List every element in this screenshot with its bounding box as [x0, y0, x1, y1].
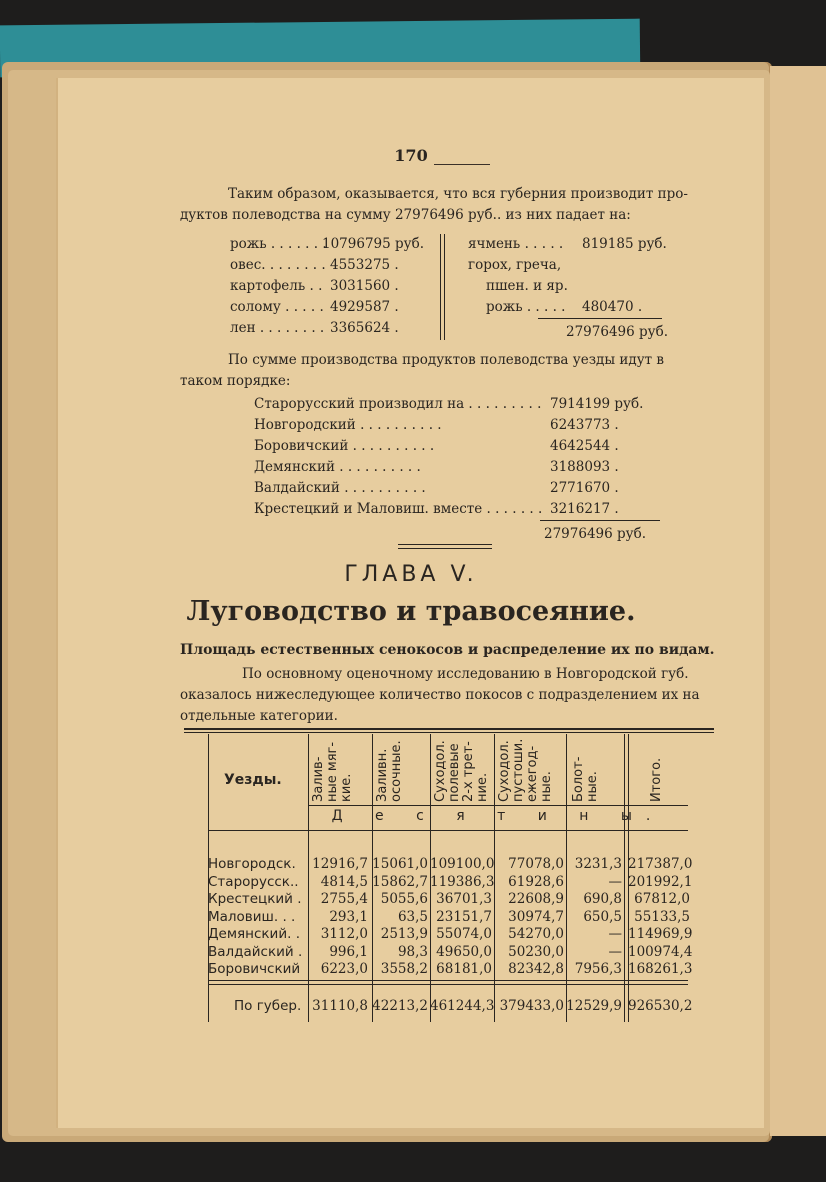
row-header: Уезды. — [224, 772, 282, 788]
divider-rule-top — [398, 544, 492, 545]
crop-label: ячмень . . . . . — [468, 236, 564, 252]
chapter-heading: ГЛАВА V. — [344, 562, 478, 587]
table-cell: 22608,9 — [508, 891, 564, 907]
table-row-name: Крестецкий . — [208, 891, 302, 907]
crop-value: 819185 руб. — [582, 236, 667, 252]
table-cell: 55133,5 — [634, 908, 690, 925]
table-cell: 201992,1 — [628, 873, 693, 890]
col-header: Суходол. полевые 2-х трет- ние. — [433, 740, 490, 802]
total-cell: 31110,8 — [312, 998, 368, 1014]
table-cell: 4814,5 — [320, 873, 368, 890]
total-cell: 461244,3 — [430, 998, 495, 1014]
table-cell: — — [608, 873, 622, 890]
intro-line-1: Таким образом, оказывается, что вся губерния производит про- — [228, 186, 688, 202]
section-text-line-3: отдельные категории. — [180, 708, 338, 724]
crop-label: рожь . . . . . — [486, 299, 566, 315]
uezd-order-label: Демянский . . . . . . . . . . — [254, 459, 421, 475]
table-cell: 690,8 — [583, 891, 622, 907]
chapter-title: Луговодство и травосеяние. — [186, 596, 636, 627]
order-sum-line — [540, 520, 660, 521]
table-cell: 30974,7 — [508, 908, 564, 925]
table-cell: 650,5 — [583, 908, 622, 925]
table-cell: 61928,6 — [508, 873, 564, 890]
table-cell: — — [608, 943, 622, 960]
table-cell: 5055,6 — [380, 891, 428, 907]
section-text-line-1: По основному оценочному исследованию в Новгородской губ. — [242, 666, 689, 682]
crop-value: 10796795 руб. — [322, 236, 425, 252]
table-cell: 7956,3 — [574, 961, 622, 977]
uezd-order-label: Валдайский . . . . . . . . . . — [254, 480, 426, 496]
table-cell: 15061,0 — [372, 856, 428, 872]
uezd-order-value: 6243773 . — [550, 417, 619, 433]
crop-value: 3031560 . — [330, 278, 399, 294]
intro-line-2: дуктов полеводства на сумму 27976496 руб.. из них падает на: — [180, 207, 631, 223]
col-header: Залив- ные мяг- кие. — [311, 741, 354, 802]
col-header: Суходол. пустоши. ежегод- ные. — [497, 738, 554, 802]
total-cell: 12529,9 — [566, 998, 622, 1014]
header-rule — [308, 805, 688, 806]
total-cell: 42213,2 — [372, 998, 428, 1014]
table-top-rule-thin — [184, 732, 714, 733]
table-cell: 68181,0 — [436, 961, 492, 977]
crops-divider-right — [444, 234, 445, 340]
uezd-order-value: 3216217 . — [550, 501, 619, 517]
table-row-name: Демянский. . — [208, 926, 300, 942]
total-rule-double — [208, 984, 688, 985]
table-cell: 996,1 — [329, 943, 368, 960]
table-cell: 49650,0 — [436, 943, 492, 960]
table-row-name: Маловиш. . . — [208, 908, 296, 925]
total-cell: 379433,0 — [499, 998, 564, 1014]
table-cell: 55074,0 — [436, 926, 492, 942]
page-number-underline — [434, 164, 490, 165]
table-cell: 168261,3 — [628, 961, 693, 977]
table-row-name: Боровичский — [208, 961, 301, 977]
table-cell: 77078,0 — [508, 856, 564, 872]
crop-label: горох, греча, — [468, 257, 562, 273]
page-number: 170 — [394, 146, 428, 165]
col-header: Заливн. осочные. — [375, 740, 404, 802]
table-cell: 3231,3 — [574, 856, 622, 872]
crop-label: лен . . . . . . . . — [230, 320, 325, 336]
crop-value: 4553275 . — [330, 257, 399, 273]
table-cell: 109100,0 — [430, 856, 495, 872]
uezd-order-label: Старорусский производил на . . . . . . . . . — [254, 396, 542, 412]
table-cell: 3112,0 — [320, 926, 368, 942]
crop-label: солому . . . . . — [230, 299, 324, 315]
table-cell: 114969,9 — [628, 926, 693, 942]
uezd-order-value: 3188093 . — [550, 459, 619, 475]
book-page — [58, 78, 764, 1128]
facing-page-edge — [770, 66, 826, 1136]
order-intro-line-1: По сумме производства продуктов полеводства уезды идут в — [228, 352, 665, 368]
order-intro-line-2: таком порядке: — [180, 373, 291, 389]
uezd-order-label: Новгородский . . . . . . . . . . — [254, 417, 442, 433]
crop-label: овес. . . . . . . . — [230, 257, 326, 273]
uezd-order-label: Крестецкий и Маловиш. вместе . . . . . . . — [254, 501, 543, 517]
uezd-order-value: 2771670 . — [550, 480, 619, 496]
table-cell: 3558,2 — [380, 961, 428, 977]
crop-label: рожь . . . . . . . — [230, 236, 327, 252]
col-header: Болот- ные. — [571, 756, 600, 802]
total-rule — [208, 980, 688, 981]
table-cell: 63,5 — [397, 908, 428, 925]
table-cell: 54270,0 — [508, 926, 564, 942]
total-row-name: По губер. — [234, 998, 302, 1014]
crop-value: 4929587 . — [330, 299, 399, 315]
crops-divider-left — [440, 234, 441, 340]
col-header: Итого. — [649, 757, 664, 802]
table-cell: 217387,0 — [628, 856, 693, 872]
divider-rule-bottom — [398, 548, 492, 549]
table-cell: 6223,0 — [320, 961, 368, 977]
table-cell: 119386,3 — [430, 873, 495, 890]
unit-row: Д е с я т и н ы. — [331, 808, 665, 824]
table-cell: 67812,0 — [634, 891, 690, 907]
uezd-order-value: 7914199 руб. — [550, 396, 644, 412]
table-cell: — — [608, 926, 622, 942]
crops-total: 27976496 руб. — [566, 324, 669, 340]
table-row-name: Валдайский . — [208, 943, 303, 960]
uezd-order-label: Боровичский . . . . . . . . . . — [254, 438, 435, 454]
header-bottom-rule — [208, 830, 688, 831]
crop-value: 480470 . — [582, 299, 643, 315]
table-cell: 15862,7 — [372, 873, 428, 890]
col-divider — [624, 734, 625, 1022]
crop-label: пшен. и яр. — [486, 278, 568, 294]
crop-value: 3365624 . — [330, 320, 399, 336]
table-cell: 36701,3 — [436, 891, 492, 907]
table-row-name: Новгородск. — [208, 856, 296, 872]
table-cell: 2513,9 — [380, 926, 428, 942]
section-title: Площадь естественных сенокосов и распределение их по видам. — [180, 642, 715, 658]
table-cell: 293,1 — [329, 908, 368, 925]
table-row-name: Старорусск.. — [208, 873, 299, 890]
crops-sum-line — [538, 318, 662, 319]
table-cell: 82342,8 — [508, 961, 564, 977]
order-total: 27976496 руб. — [544, 526, 647, 542]
table-top-rule — [184, 728, 714, 730]
table-cell: 23151,7 — [436, 908, 492, 925]
section-text-line-2: оказалось нижеследующее количество покосов с подразделением их на — [180, 687, 700, 703]
table-cell: 50230,0 — [508, 943, 564, 960]
table-cell: 2755,4 — [320, 891, 368, 907]
total-cell: 926530,2 — [628, 998, 693, 1014]
crop-label: картофель . . — [230, 278, 323, 294]
uezd-order-value: 4642544 . — [550, 438, 619, 454]
table-cell: 100974,4 — [628, 943, 693, 960]
table-cell: 98,3 — [397, 943, 428, 960]
table-cell: 12916,7 — [312, 856, 368, 872]
